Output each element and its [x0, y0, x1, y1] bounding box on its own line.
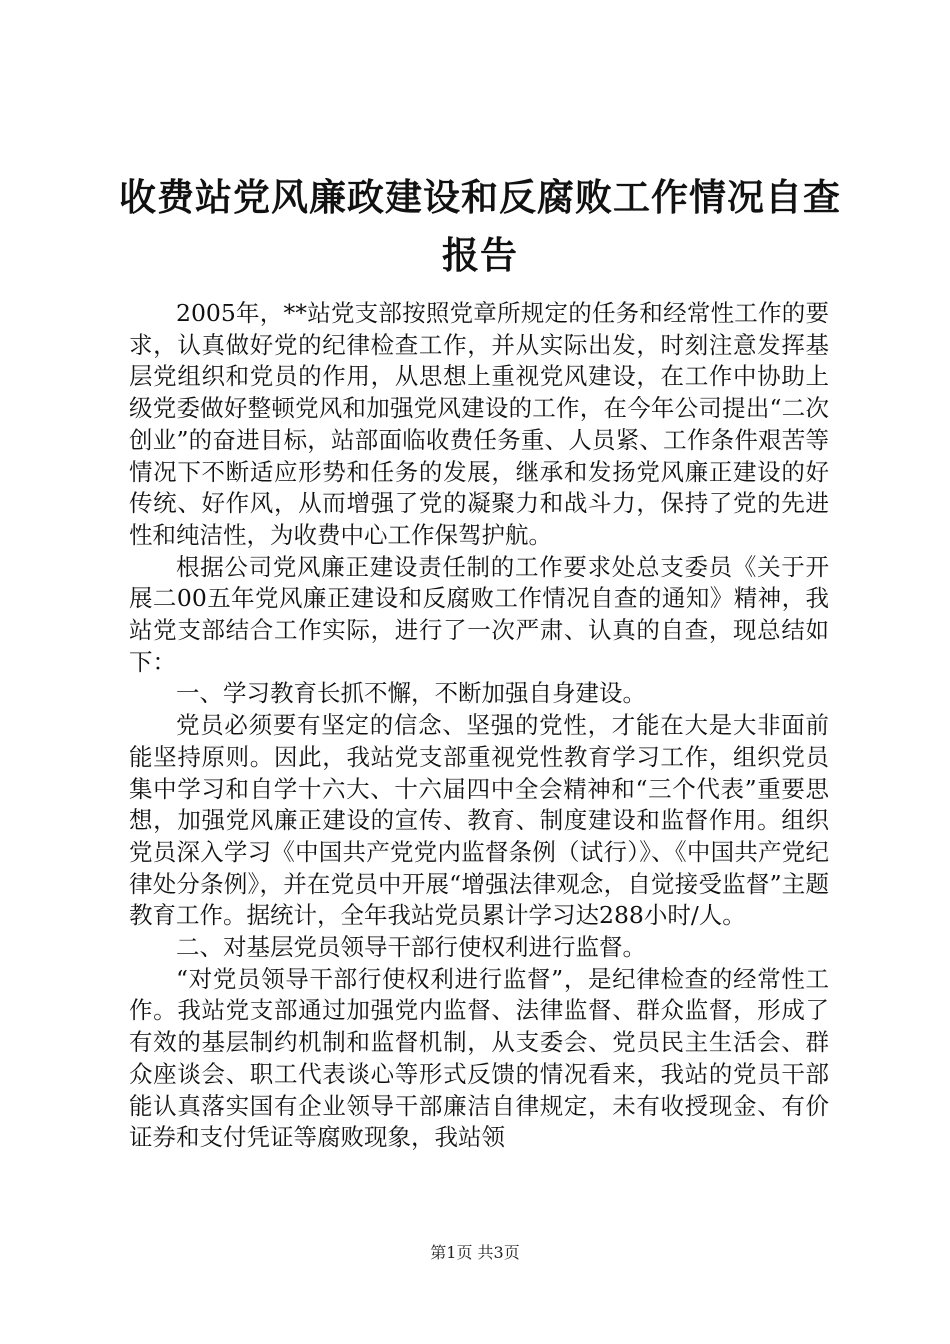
body-paragraph: 党员必须要有坚定的信念、坚强的党性，才能在大是大非面前能坚持原则。因此，我站党支部重视党性教育学习工作，组织党员集中学习和自学十六大、十六届四中全会精神和“三个代表”重要思想，加强党风廉正建设的宣传、教育、制度建设和监督作用。组织党员深入学习《中国共产党党内监督条例（试行）》、《中国共产党纪律处分条例》，并在党员中开展“增强法律观念，自觉接受监督”主题教育工作。据统计，全年我站党员累计学习达288小时/人。 [129, 711, 829, 930]
section-heading: 二、对基层党员领导干部行使权利进行监督。 [176, 933, 646, 962]
body-paragraph: 根据公司党风廉正建设责任制的工作要求处总支委员《关于开展二00五年党风廉正建设和反腐败工作情况自查的通知》精神，我站党支部结合工作实际，进行了一次严肃、认真的自查，现总结如下： [129, 552, 829, 676]
document-title: 收费站党风廉政建设和反腐败工作情况自查报告 [119, 175, 841, 277]
body-paragraph: “对党员领导干部行使权利进行监督”，是纪律检查的经常性工作。我站党支部通过加强党内监督、法律监督、群众监督，形成了有效的基层制约机制和监督机制，从支委会、党员民主生活会、群众座谈会、职工代表谈心等形式反馈的情况看来，我站的党员干部能认真落实国有企业领导干部廉洁自律规定，未有收授现金、有价证券和支付凭证等腐败现象，我站领 [129, 964, 829, 1152]
section-heading: 一、学习教育长抓不懈，不断加强自身建设。 [176, 679, 646, 708]
document-body [129, 298, 829, 1154]
page-footer: 第1页 共3页 [430, 1243, 520, 1262]
body-paragraph: 2005年，**站党支部按照党章所规定的任务和经常性工作的要求，认真做好党的纪律检查工作，并从实际出发，时刻注意发挥基层党组织和党员的作用，从思想上重视党风建设，在工作中协助上级党委做好整顿党风和加强党风建设的工作，在今年公司提出“二次创业”的奋进目标，站部面临收费任务重、人员紧、工作条件艰苦等情况下不断适应形势和任务的发展，继承和发扬党风廉正建设的好传统、好作风，从而增强了党的凝聚力和战斗力，保持了党的先进性和纯洁性，为收费中心工作保驾护航。 [129, 299, 829, 549]
